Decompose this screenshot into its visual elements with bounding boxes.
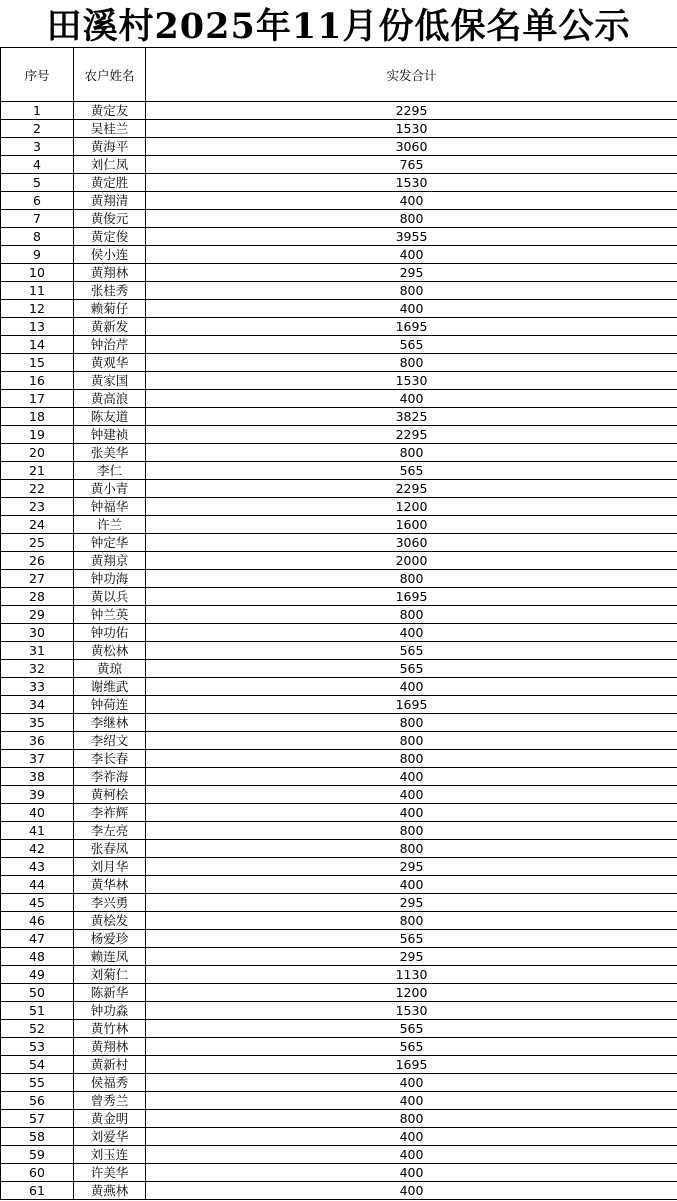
name-cell: 钟建祯 [74,426,146,444]
table-body [1,102,677,1200]
amount-cell: 400 [146,246,677,264]
name-cell: 黄琼 [74,660,146,678]
serial-cell: 16 [1,372,74,390]
table-row [1,156,677,174]
table-row [1,696,677,714]
amount-cell: 1530 [146,120,677,138]
name-cell: 李仁 [74,462,146,480]
name-cell: 赖菊仔 [74,300,146,318]
table-row [1,1164,677,1182]
table-row [1,336,677,354]
table-row [1,426,677,444]
name-cell: 张桂秀 [74,282,146,300]
table-row [1,768,677,786]
amount-cell: 800 [146,840,677,858]
table-row [1,1128,677,1146]
table-row [1,282,677,300]
amount-cell: 400 [146,678,677,696]
table-row [1,192,677,210]
amount-cell: 800 [146,354,677,372]
name-cell: 黄燕林 [74,1182,146,1200]
name-cell: 黄翔清 [74,192,146,210]
serial-cell: 2 [1,120,74,138]
serial-cell: 46 [1,912,74,930]
name-cell: 陈友道 [74,408,146,426]
amount-cell: 400 [146,876,677,894]
name-cell: 钟治芹 [74,336,146,354]
name-cell: 黄海平 [74,138,146,156]
table-row [1,1110,677,1128]
serial-cell: 41 [1,822,74,840]
serial-cell: 51 [1,1002,74,1020]
amount-cell: 1695 [146,588,677,606]
serial-cell: 13 [1,318,74,336]
name-cell: 黄柯桧 [74,786,146,804]
name-cell: 黄桧发 [74,912,146,930]
table-row [1,174,677,192]
name-cell: 钟功佑 [74,624,146,642]
name-cell: 刘月华 [74,858,146,876]
column-header-serial: 序号 [1,48,74,102]
name-cell: 张美华 [74,444,146,462]
amount-cell: 800 [146,444,677,462]
table-row [1,660,677,678]
table-row [1,912,677,930]
table-row [1,372,677,390]
table-row [1,750,677,768]
table-row [1,588,677,606]
amount-cell: 400 [146,1128,677,1146]
table-row [1,228,677,246]
table-row [1,264,677,282]
table-row [1,930,677,948]
table-row [1,354,677,372]
serial-cell: 30 [1,624,74,642]
serial-cell: 32 [1,660,74,678]
amount-cell: 765 [146,156,677,174]
name-cell: 陈新华 [74,984,146,1002]
amount-cell: 1695 [146,318,677,336]
name-cell: 钟福华 [74,498,146,516]
amount-cell: 1130 [146,966,677,984]
serial-cell: 19 [1,426,74,444]
table-row [1,246,677,264]
serial-cell: 29 [1,606,74,624]
name-cell: 黄定俊 [74,228,146,246]
amount-cell: 565 [146,1038,677,1056]
serial-cell: 58 [1,1128,74,1146]
amount-cell: 400 [146,624,677,642]
name-cell: 钟功海 [74,570,146,588]
table-row [1,948,677,966]
name-cell: 吴桂兰 [74,120,146,138]
table-row [1,642,677,660]
name-cell: 钟功淼 [74,1002,146,1020]
serial-cell: 18 [1,408,74,426]
serial-cell: 20 [1,444,74,462]
name-cell: 杨爱珍 [74,930,146,948]
name-cell: 黄定胜 [74,174,146,192]
serial-cell: 42 [1,840,74,858]
amount-cell: 295 [146,894,677,912]
name-cell: 侯福秀 [74,1074,146,1092]
serial-cell: 6 [1,192,74,210]
serial-cell: 9 [1,246,74,264]
name-cell: 黄新村 [74,1056,146,1074]
name-cell: 钟兰英 [74,606,146,624]
name-cell: 张春凤 [74,840,146,858]
table-row [1,1092,677,1110]
serial-cell: 45 [1,894,74,912]
subsidy-table [0,47,677,1200]
table-row [1,444,677,462]
header-row [1,48,677,102]
amount-cell: 2295 [146,426,677,444]
amount-cell: 400 [146,1164,677,1182]
table-row [1,858,677,876]
amount-cell: 565 [146,642,677,660]
amount-cell: 565 [146,660,677,678]
name-cell: 刘菊仁 [74,966,146,984]
serial-cell: 55 [1,1074,74,1092]
table-row [1,390,677,408]
name-cell: 黄新发 [74,318,146,336]
name-cell: 李绍文 [74,732,146,750]
amount-cell: 1200 [146,498,677,516]
amount-cell: 400 [146,1074,677,1092]
amount-cell: 400 [146,1092,677,1110]
serial-cell: 7 [1,210,74,228]
serial-cell: 22 [1,480,74,498]
table-row [1,966,677,984]
serial-cell: 43 [1,858,74,876]
amount-cell: 1530 [146,372,677,390]
table-row [1,1146,677,1164]
table-row [1,624,677,642]
serial-cell: 26 [1,552,74,570]
table-row [1,138,677,156]
serial-cell: 50 [1,984,74,1002]
name-cell: 钟荷连 [74,696,146,714]
serial-cell: 21 [1,462,74,480]
amount-cell: 800 [146,210,677,228]
table-row [1,210,677,228]
amount-cell: 800 [146,912,677,930]
name-cell: 黄金明 [74,1110,146,1128]
name-cell: 黄高浪 [74,390,146,408]
table-row [1,894,677,912]
name-cell: 黄翔林 [74,1038,146,1056]
serial-cell: 12 [1,300,74,318]
amount-cell: 295 [146,858,677,876]
amount-cell: 800 [146,570,677,588]
amount-cell: 1695 [146,696,677,714]
name-cell: 刘爱华 [74,1128,146,1146]
name-cell: 李长春 [74,750,146,768]
serial-cell: 23 [1,498,74,516]
amount-cell: 400 [146,1146,677,1164]
amount-cell: 1695 [146,1056,677,1074]
name-cell: 赖连凤 [74,948,146,966]
serial-cell: 3 [1,138,74,156]
table-row [1,1038,677,1056]
serial-cell: 47 [1,930,74,948]
name-cell: 许兰 [74,516,146,534]
serial-cell: 40 [1,804,74,822]
serial-cell: 8 [1,228,74,246]
amount-cell: 400 [146,1182,677,1200]
name-cell: 李继林 [74,714,146,732]
serial-cell: 49 [1,966,74,984]
serial-cell: 37 [1,750,74,768]
amount-cell: 295 [146,264,677,282]
serial-cell: 35 [1,714,74,732]
serial-cell: 27 [1,570,74,588]
serial-cell: 48 [1,948,74,966]
table-row [1,804,677,822]
serial-cell: 60 [1,1164,74,1182]
table-row [1,516,677,534]
amount-cell: 400 [146,300,677,318]
amount-cell: 1530 [146,174,677,192]
serial-cell: 24 [1,516,74,534]
serial-cell: 15 [1,354,74,372]
name-cell: 钟定华 [74,534,146,552]
amount-cell: 800 [146,282,677,300]
name-cell: 黄以兵 [74,588,146,606]
amount-cell: 1530 [146,1002,677,1020]
name-cell: 黄小青 [74,480,146,498]
table-row [1,102,677,120]
name-cell: 黄松林 [74,642,146,660]
serial-cell: 54 [1,1056,74,1074]
amount-cell: 800 [146,732,677,750]
name-cell: 曾秀兰 [74,1092,146,1110]
table-row [1,498,677,516]
amount-cell: 800 [146,606,677,624]
amount-cell: 3060 [146,138,677,156]
table-row [1,1020,677,1038]
name-cell: 刘玉连 [74,1146,146,1164]
serial-cell: 17 [1,390,74,408]
table-row [1,480,677,498]
table-row [1,1182,677,1200]
table-row [1,678,677,696]
name-cell: 李兴勇 [74,894,146,912]
table-row [1,822,677,840]
table-row [1,462,677,480]
table-row [1,984,677,1002]
amount-cell: 565 [146,336,677,354]
serial-cell: 39 [1,786,74,804]
table-row [1,534,677,552]
amount-cell: 3955 [146,228,677,246]
column-header-amount: 实发合计 [146,48,677,102]
table-row [1,606,677,624]
amount-cell: 1600 [146,516,677,534]
amount-cell: 295 [146,948,677,966]
table-row [1,714,677,732]
serial-cell: 1 [1,102,74,120]
amount-cell: 3825 [146,408,677,426]
table-row [1,1056,677,1074]
name-cell: 黄翔林 [74,264,146,282]
serial-cell: 28 [1,588,74,606]
serial-cell: 4 [1,156,74,174]
page-title: 田溪村2025年11月份低保名单公示 [46,5,631,47]
name-cell: 黄定友 [74,102,146,120]
serial-cell: 56 [1,1092,74,1110]
name-cell: 侯小连 [74,246,146,264]
amount-cell: 2295 [146,102,677,120]
name-cell: 许美华 [74,1164,146,1182]
table-row [1,300,677,318]
table-row [1,732,677,750]
serial-cell: 10 [1,264,74,282]
amount-cell: 565 [146,1020,677,1038]
serial-cell: 52 [1,1020,74,1038]
serial-cell: 5 [1,174,74,192]
amount-cell: 400 [146,768,677,786]
table-row [1,552,677,570]
amount-cell: 1200 [146,984,677,1002]
name-cell: 黄俊元 [74,210,146,228]
serial-cell: 25 [1,534,74,552]
name-cell: 李祚辉 [74,804,146,822]
amount-cell: 400 [146,804,677,822]
serial-cell: 38 [1,768,74,786]
amount-cell: 400 [146,390,677,408]
amount-cell: 2295 [146,480,677,498]
amount-cell: 400 [146,192,677,210]
name-cell: 黄翔京 [74,552,146,570]
serial-cell: 33 [1,678,74,696]
serial-cell: 36 [1,732,74,750]
name-cell: 刘仁凤 [74,156,146,174]
serial-cell: 61 [1,1182,74,1200]
serial-cell: 11 [1,282,74,300]
amount-cell: 565 [146,930,677,948]
name-cell: 李祚海 [74,768,146,786]
table-row [1,1074,677,1092]
name-cell: 黄华林 [74,876,146,894]
serial-cell: 14 [1,336,74,354]
table-row [1,570,677,588]
name-cell: 黄观华 [74,354,146,372]
amount-cell: 800 [146,1110,677,1128]
name-cell: 黄竹林 [74,1020,146,1038]
amount-cell: 800 [146,714,677,732]
serial-cell: 31 [1,642,74,660]
table-row [1,1002,677,1020]
serial-cell: 53 [1,1038,74,1056]
amount-cell: 400 [146,786,677,804]
name-cell: 李左亮 [74,822,146,840]
table-row [1,840,677,858]
amount-cell: 565 [146,462,677,480]
name-cell: 谢维武 [74,678,146,696]
table-row [1,408,677,426]
column-header-name: 农户姓名 [74,48,146,102]
serial-cell: 57 [1,1110,74,1128]
amount-cell: 800 [146,750,677,768]
serial-cell: 34 [1,696,74,714]
amount-cell: 2000 [146,552,677,570]
table-row [1,120,677,138]
table-row [1,876,677,894]
amount-cell: 3060 [146,534,677,552]
serial-cell: 44 [1,876,74,894]
name-cell: 黄家国 [74,372,146,390]
table-row [1,318,677,336]
amount-cell: 800 [146,822,677,840]
serial-cell: 59 [1,1146,74,1164]
table-row [1,786,677,804]
